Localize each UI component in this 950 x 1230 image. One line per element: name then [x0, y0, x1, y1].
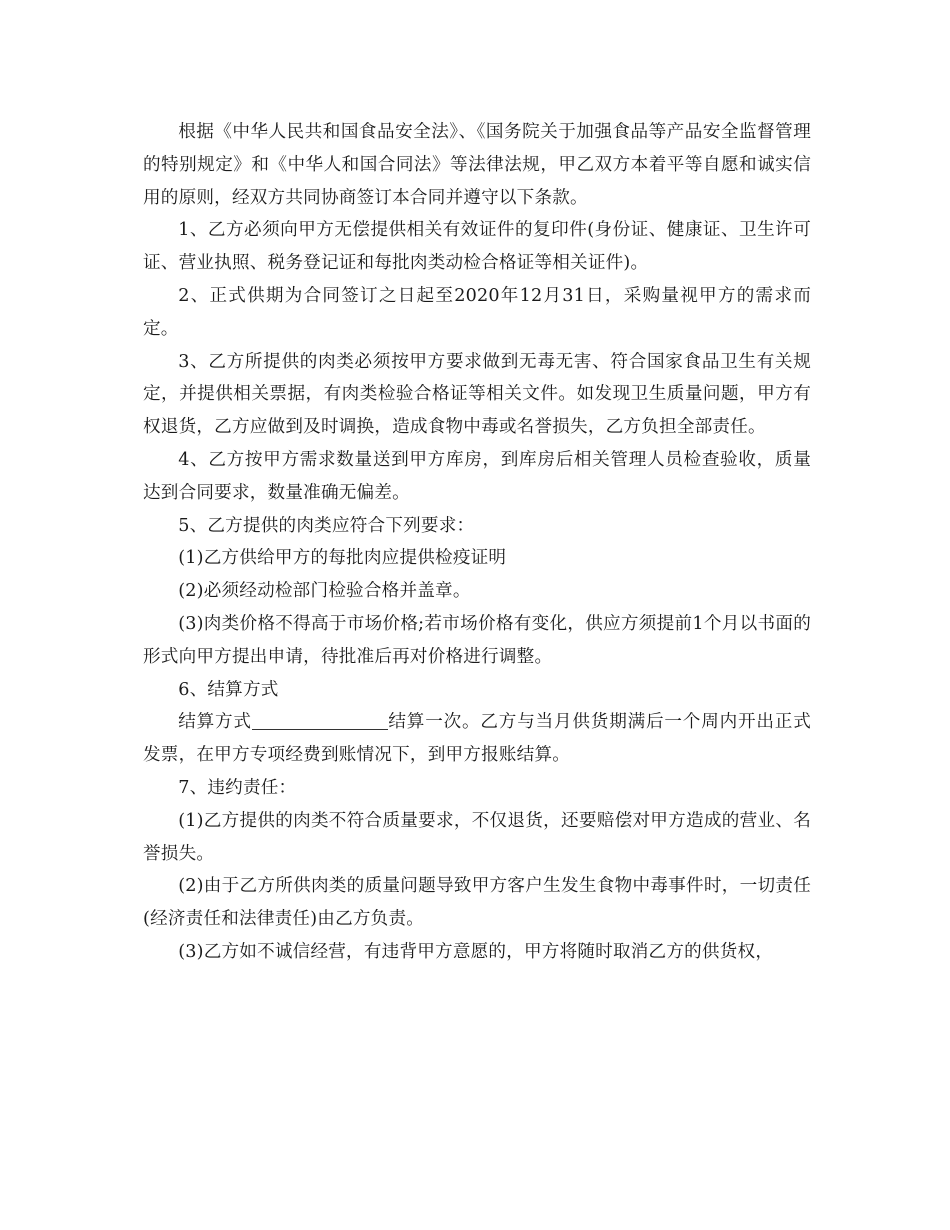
settlement-prefix: 结算方式	[178, 712, 252, 733]
paragraph-clause-5: 5、乙方提供的肉类应符合下列要求：	[178, 515, 475, 536]
paragraph-clause-7-item-1: (1)乙方提供的肉类不符合质量要求，不仅退货，还要赔偿对甲方造成的营业、名誉损失。	[143, 810, 811, 864]
paragraph-clause-3: 3、乙方所提供的肉类必须按甲方要求做到无毒无害、符合国家食品卫生有关规定，并提供相关票据，有肉类检验合格证等相关文件。如发现卫生质量问题，甲方有权退货，乙方应做到及时调换，造成食物中毒或名誉损失，乙方负担全部责任。	[143, 351, 811, 438]
paragraph-settlement	[143, 706, 811, 772]
settlement-suffix: 结算一次。乙方与当月供货期满后一个周内开出正式发票，在甲方专项经费到账情况下，到甲方报账结算。	[143, 712, 811, 766]
paragraph-clause-1: 1、乙方必须向甲方无偿提供相关有效证件的复印件(身份证、健康证、卫生许可证、营业执照、税务登记证和每批肉类动检合格证等相关证件)。	[143, 220, 811, 274]
paragraph-clause-5-item-3: (3)肉类价格不得高于市场价格;若市场价格有变化，供应方须提前1个月以书面的形式向甲方提出申请，待批准后再对价格进行调整。	[143, 613, 811, 667]
paragraph-clause-5-item-1: (1)乙方供给甲方的每批肉应提供检疫证明	[178, 548, 507, 569]
paragraph-clause-7: 7、违约责任：	[178, 777, 297, 798]
contract-body	[143, 116, 811, 969]
paragraph-clause-4: 4、乙方按甲方需求数量送到甲方库房，到库房后相关管理人员检查验收，质量达到合同要求，数量准确无偏差。	[143, 449, 811, 503]
paragraph-clause-7-item-2: (2)由于乙方所供肉类的质量问题导致甲方客户生发生食物中毒事件时，一切责任(经济责任和法律责任)由乙方负责。	[143, 876, 811, 930]
paragraph-clause-7-item-3: (3)乙方如不诚信经营，有违背甲方意愿的，甲方将随时取消乙方的供货权，	[178, 941, 774, 962]
settlement-blank-field	[252, 711, 388, 730]
paragraph-preamble: 根据《中华人民共和国食品安全法》、《国务院关于加强食品等产品安全监督管理的特别规定》和《中华人和国合同法》等法律法规，甲乙双方本着平等自愿和诚实信用的原则，经双方共同协商签订本合同并遵守以下条款。	[143, 122, 811, 208]
paragraph-clause-6: 6、结算方式	[178, 679, 279, 700]
paragraph-clause-2: 2、正式供期为合同签订之日起至2020年12月31日，采购量视甲方的需求而定。	[143, 285, 811, 339]
paragraph-clause-5-item-2: (2)必须经动检部门检验合格并盖章。	[178, 581, 471, 602]
